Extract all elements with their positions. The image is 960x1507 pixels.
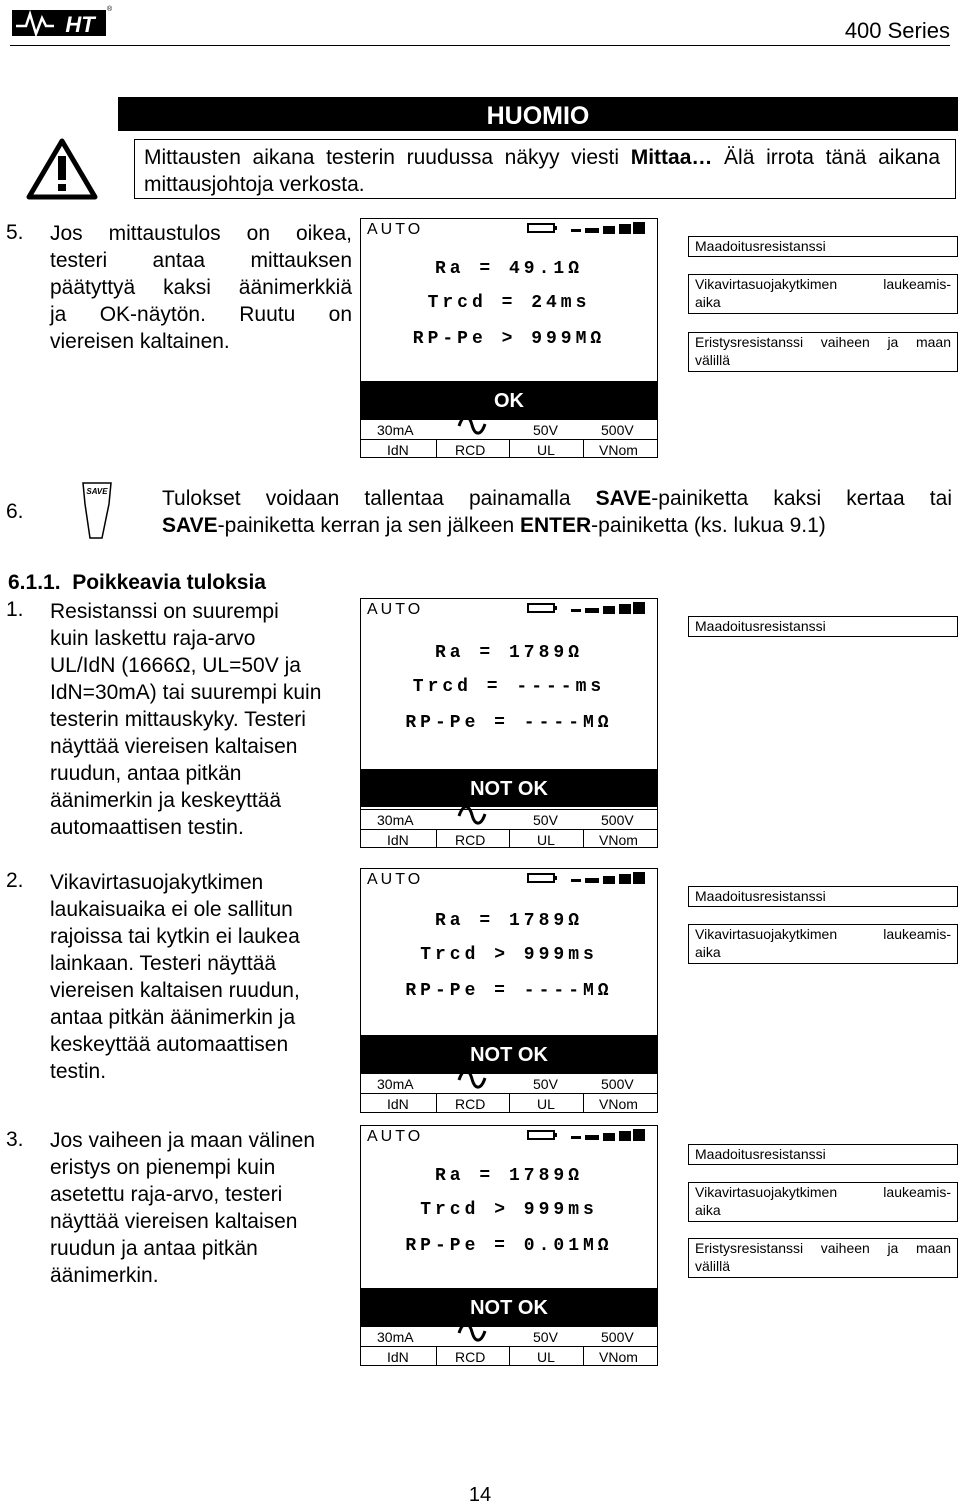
- item1-text: Resistanssi on suurempi kuin laskettu raja-arvo UL/IdN (1666Ω, UL=50V ja IdN=30mA) tai suurempi kuin testerin mittauskyky. Testeri näyttää viereisen kaltaisen ruudun, antaa pitkän äänimerkin ja keskeyttää automaattisen testin.: [50, 600, 322, 839]
- logo-text: HT: [65, 12, 95, 37]
- ac-wave-icon: [457, 414, 487, 436]
- ac-wave-icon: [457, 1068, 487, 1090]
- label-rcd-trip-time: Vikavirtasuojakytkimen laukeamis- aika: [688, 274, 958, 314]
- ac-wave-icon: [457, 1321, 487, 1343]
- status-not-ok: NOT OK: [361, 1288, 657, 1326]
- step6-text: Tulokset voidaan tallentaa painamalla SAVE-painiketta kaksi kertaa tai SAVE-painiketta kerran ja sen jälkeen ENTER-painiketta (ks. lukua 9.1): [162, 487, 952, 537]
- logo-registered-mark: ®: [107, 6, 113, 13]
- item3-text: Jos vaiheen ja maan välinen eristys on pienempi kuin asetettu raja-arvo, testeri näyttää viereisen kaltaisen ruudun ja antaa pitkän äänimerkin.: [50, 1129, 316, 1287]
- signal-bars-icon: [571, 1128, 645, 1142]
- item2-number: 2.: [6, 869, 24, 892]
- label-earth-resistance: Maadoitusresistanssi: [688, 1144, 958, 1165]
- ac-wave-icon: [457, 804, 487, 826]
- section-heading: 6.1.1. Poikkeavia tuloksia: [8, 571, 266, 594]
- item2-text: Vikavirtasuojakytkimen laukaisuaika ei ole sallitun rajoissa tai kytkin ei laukea lainkaan. Testeri näyttää viereisen kaltaisen ruudun, antaa pitkän äänimerkin ja keskeyttää automaattisen testin.: [50, 871, 300, 1083]
- label-earth-resistance: Maadoitusresistanssi: [688, 236, 958, 257]
- display-not-ok-1: AUTO Ra = 1789Ω Trcd = ----ms RP-Pe = ----MΩ NOT OK 30mA 50V 500V IdN RCD UL VNom: [360, 598, 658, 848]
- header-divider: [10, 45, 950, 46]
- battery-icon: [527, 873, 559, 883]
- status-not-ok: NOT OK: [361, 769, 657, 807]
- status-ok: OK: [361, 381, 657, 419]
- battery-icon: [527, 223, 559, 233]
- status-not-ok: NOT OK: [361, 1035, 657, 1073]
- label-earth-resistance: Maadoitusresistanssi: [688, 616, 958, 637]
- item3-number: 3.: [6, 1128, 24, 1151]
- notice-title: HUOMIO: [118, 97, 958, 131]
- label-insulation-resistance: Eristysresistanssi vaiheen ja maan välillä: [688, 332, 958, 372]
- step5-number: 5.: [6, 221, 24, 244]
- warning-icon: [26, 138, 98, 200]
- display-not-ok-2: AUTO Ra = 1789Ω Trcd > 999ms RP-Pe = ----MΩ NOT OK 30mA 50V 500V IdN RCD UL VNom: [360, 868, 658, 1113]
- item1-number: 1.: [6, 598, 24, 621]
- svg-text:SAVE: SAVE: [86, 487, 108, 496]
- label-insulation-resistance: Eristysresistanssi vaiheen ja maan välillä: [688, 1238, 958, 1278]
- step5-text: Jos mittaustulos on oikea, testeri antaa mittauksen päätyttyä kaksi äänimerkkiä ja OK-näytön. Ruutu on viereisen kaltainen.: [50, 222, 352, 353]
- save-key-icon: [82, 482, 112, 542]
- series-title: 400 Series: [844, 18, 950, 43]
- page-number: 14: [468, 1484, 492, 1506]
- label-rcd-trip-time: Vikavirtasuojakytkimen laukeamis- aika: [688, 1182, 958, 1222]
- display-ok: AUTO Ra = 49.1Ω Trcd = 24ms RP-Pe > 999MΩ OK 30mA 50V 500V IdN RCD UL VNom: [360, 218, 658, 458]
- ht-logo: [10, 4, 113, 40]
- label-earth-resistance: Maadoitusresistanssi: [688, 886, 958, 907]
- signal-bars-icon: [571, 871, 645, 885]
- signal-bars-icon: [571, 601, 645, 615]
- notice-text: Mittausten aikana testerin ruudussa näkyy viesti Mittaa… Älä irrota tänä aikana mittausjohtoja verkosta.: [144, 146, 940, 196]
- battery-icon: [527, 603, 559, 613]
- step6-number: 6.: [6, 500, 24, 523]
- signal-bars-icon: [571, 221, 645, 235]
- display-not-ok-3: AUTO Ra = 1789Ω Trcd > 999ms RP-Pe = 0.01MΩ NOT OK 30mA 50V 500V IdN RCD UL VNom: [360, 1125, 658, 1366]
- label-rcd-trip-time: Vikavirtasuojakytkimen laukeamis- aika: [688, 924, 958, 964]
- battery-icon: [527, 1130, 559, 1140]
